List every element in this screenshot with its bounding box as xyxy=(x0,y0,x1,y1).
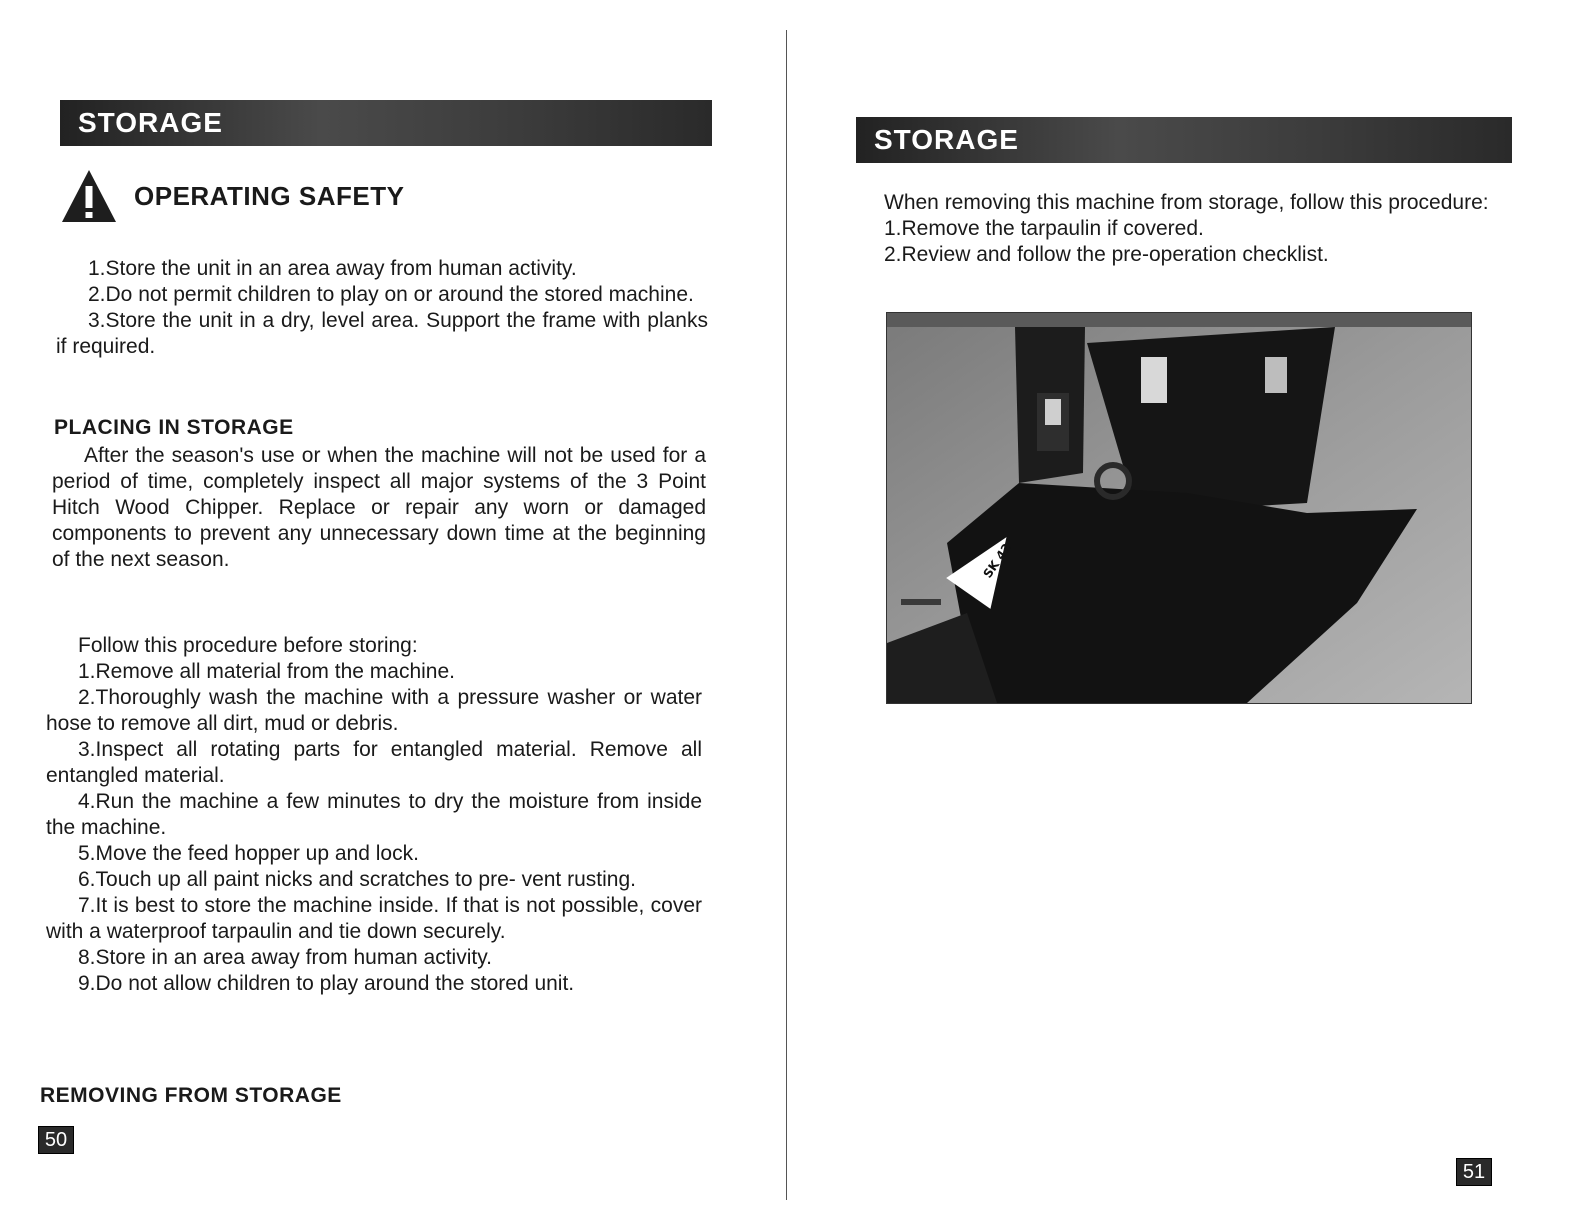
procedure-item: 6.Touch up all paint nicks and scratches to pre- vent rusting. xyxy=(78,868,636,891)
safety-item: 1.Store the unit in an area away from human activity. xyxy=(88,257,577,280)
procedure-intro: Follow this procedure before storing: xyxy=(78,634,418,657)
procedure-list xyxy=(46,633,702,997)
procedure-item: 9.Do not allow children to play around the stored unit. xyxy=(78,972,575,995)
procedure-item: 5.Move the feed hopper up and lock. xyxy=(78,842,419,865)
page-number: 51 xyxy=(1456,1158,1492,1186)
removal-item: 1.Remove the tarpaulin if covered. xyxy=(884,217,1204,240)
removing-from-storage-heading: REMOVING FROM STORAGE xyxy=(40,1084,342,1107)
procedure-item: 1.Remove all material from the machine. xyxy=(78,660,455,683)
procedure-item: 8.Store in an area away from human activity. xyxy=(78,946,492,969)
decal-text: SK 42 xyxy=(980,540,1015,581)
page-gutter xyxy=(786,30,787,1200)
procedure-item: 3.Inspect all rotating parts for entangled material. Remove all entangled material. xyxy=(46,738,702,787)
safety-item: 3.Store the unit in a dry, level area. Support the frame with planks if required. xyxy=(56,309,708,358)
right-page xyxy=(790,0,1584,1224)
procedure-item: 2.Thoroughly wash the machine with a pressure washer or water hose to remove all dirt, mud or debris. xyxy=(46,686,702,735)
page-number: 50 xyxy=(38,1126,74,1154)
placing-paragraph: After the season's use or when the machine will not be used for a period of time, completely inspect all major systems of the 3 Point Hitch Wood Chipper. Replace or repair any worn or damaged components to prevent any unnecessary down time at the beginning of the next season. xyxy=(52,444,706,571)
placing-paragraph-block xyxy=(52,443,706,573)
left-page xyxy=(0,0,780,1224)
wood-chipper-image xyxy=(887,313,1471,703)
operating-safety-heading: OPERATING SAFETY xyxy=(134,180,405,211)
placing-in-storage-heading: PLACING IN STORAGE xyxy=(54,416,294,439)
procedure-item: 4.Run the machine a few minutes to dry the moisture from inside the machine. xyxy=(46,790,702,839)
removal-intro: When removing this machine from storage, follow this procedure: xyxy=(884,191,1489,214)
removal-item: 2.Review and follow the pre-operation checklist. xyxy=(884,243,1329,266)
wood-chipper-photo xyxy=(886,312,1472,704)
storage-banner: STORAGE xyxy=(856,117,1512,163)
safety-list xyxy=(56,256,708,360)
removal-instructions xyxy=(852,190,1512,268)
procedure-item: 7.It is best to store the machine inside. If that is not possible, cover with a waterproof tarpaulin and tie down securely. xyxy=(46,894,702,943)
safety-item: 2.Do not permit children to play on or around the stored machine. xyxy=(88,283,694,306)
warning-triangle-icon xyxy=(60,168,118,224)
storage-banner: STORAGE xyxy=(60,100,712,146)
safety-heading-row xyxy=(60,168,404,224)
